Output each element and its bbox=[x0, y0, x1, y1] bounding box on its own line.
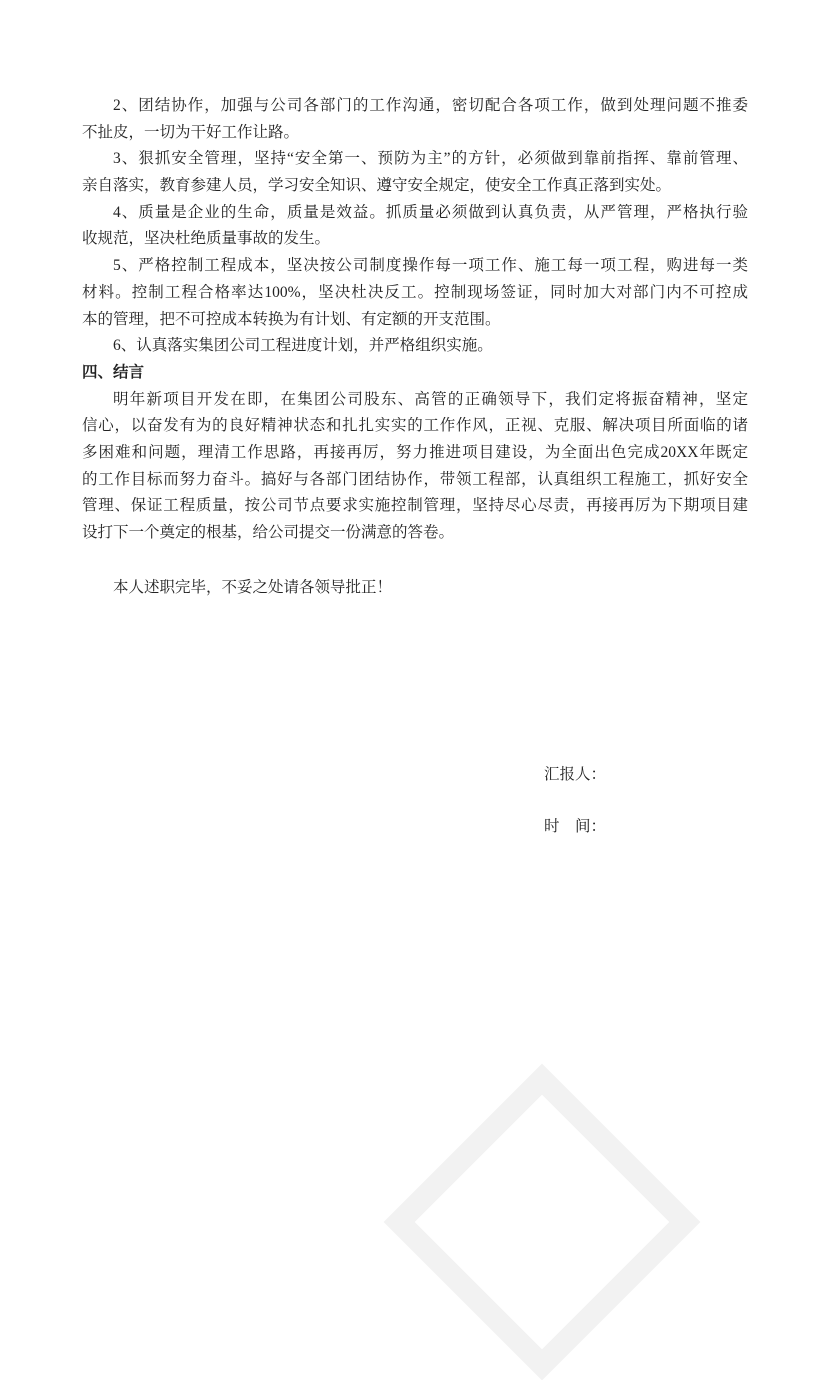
text-line: 亲自落实，教育参建人员，学习安全知识、遵守安全规定，使安全工作真正落到实处。 bbox=[82, 177, 672, 195]
time-label: 时 间： bbox=[544, 818, 607, 835]
text-line: 设打下一个奠定的根基，给公司提交一份满意的答卷。 bbox=[82, 524, 455, 541]
item-5 bbox=[82, 253, 748, 333]
text-line: 2、团结协作，加强与公司各部门的工作沟通，密切配合各项工作，做到处理问题不推委 bbox=[113, 97, 748, 114]
text-line: 5、严格控制工程成本，坚决按公司制度操作每一项工作、施工每一项工程，购进每一类 bbox=[113, 257, 748, 275]
text-line: 明年新项目开发在即，在集团公司股东、高管的正确领导下，我们定将振奋精神，坚定 bbox=[113, 390, 748, 408]
text-line: 本的管理，把不可控成本转换为有计划、有定额的开支范围。 bbox=[82, 310, 501, 328]
document-body bbox=[82, 93, 748, 601]
watermark-logo bbox=[384, 1064, 701, 1380]
text-line: 的工作目标而努力奋斗。搞好与各部门团结协作，带领工程部，认真组织工程施工，抓好安全 bbox=[82, 470, 748, 488]
item-6 bbox=[82, 333, 748, 360]
text-line: 不扯皮，一切为干好工作让路。 bbox=[82, 123, 300, 141]
reporter-label: 汇报人： bbox=[544, 766, 607, 783]
conclusion-paragraph bbox=[82, 387, 748, 547]
text-line: 3、狠抓安全管理，坚持“安全第一、预防为主”的方针，必须做到靠前指挥、靠前管理、 bbox=[113, 150, 748, 168]
closing-statement: 本人述职完毕，不妥之处请各领导批正！ bbox=[113, 578, 393, 596]
text-line: 6、认真落实集团公司工程进度计划，并严格组织实施。 bbox=[113, 337, 493, 355]
item-2 bbox=[82, 93, 748, 146]
text-line: 信心，以奋发有为的良好精神状态和扎扎实实的工作作风，正视、克服、解决项目所面临的诸 bbox=[82, 417, 748, 435]
item-4 bbox=[82, 200, 748, 253]
text-line: 4、质量是企业的生命，质量是效益。抓质量必须做到认真负责，从严管理，严格执行验 bbox=[113, 203, 748, 221]
text-line: 管理、保证工程质量，按公司节点要求实施控制管理，坚持尽心尽责，再接再厉为下期项目建 bbox=[82, 497, 748, 515]
text-line: 多困难和问题，理清工作思路，再接再厉，努力推进项目建设，为全面出色完成20XX年既定 bbox=[82, 443, 748, 461]
text-line: 材料。控制工程合格率达100%，坚决杜决反工。控制现场签证，同时加大对部门内不可控成 bbox=[82, 283, 748, 301]
item-3 bbox=[82, 146, 748, 199]
section-heading: 四、结言 bbox=[82, 363, 145, 381]
text-line: 收规范，坚决杜绝质量事故的发生。 bbox=[82, 230, 331, 248]
